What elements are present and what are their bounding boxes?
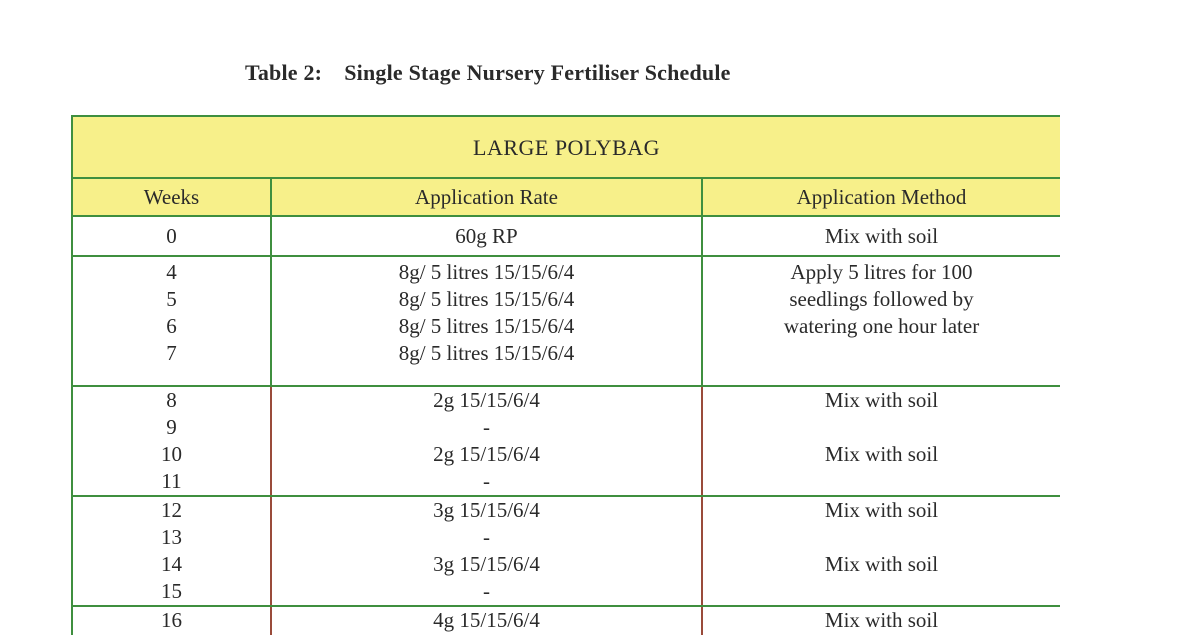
rate-cell (271, 216, 702, 256)
weeks-cell (72, 256, 271, 386)
weeks-cell (72, 216, 271, 256)
rate-value: 8g/ 5 litres 15/15/6/4 (398, 314, 575, 338)
rate-value: 8g/ 5 litres 15/15/6/4 (398, 287, 575, 311)
rate-value: 2g 15/15/6/4 (433, 442, 540, 466)
rate-value: 3g 15/15/6/4 (433, 552, 540, 576)
column-header-rate: Application Rate (271, 178, 702, 216)
method-cell (702, 496, 1060, 606)
weeks-cell (72, 606, 271, 635)
rate-value: 4g 15/15/6/4 (433, 608, 540, 632)
method-cell (702, 256, 1060, 386)
weeks-value: 6 (166, 314, 177, 338)
method-value: Mix with soil (824, 388, 939, 412)
table-banner-row (72, 116, 1060, 178)
table-row (72, 216, 1060, 256)
weeks-value: 0 (166, 223, 177, 248)
rate-cell (271, 256, 702, 386)
weeks-value: 8 (166, 388, 177, 412)
weeks-value: 9 (166, 415, 177, 439)
fertiliser-schedule-table (71, 115, 1060, 635)
method-value: Mix with soil (824, 498, 939, 522)
weeks-value: 14 (161, 552, 182, 576)
table-title (245, 60, 731, 86)
table-number: Table 2: (245, 60, 323, 85)
column-header-method: Application Method (702, 178, 1060, 216)
rate-cell (271, 606, 702, 635)
rate-value: - (483, 415, 490, 439)
method-cell (702, 216, 1060, 256)
rate-value: 8g/ 5 litres 15/15/6/4 (398, 260, 575, 284)
weeks-value: 11 (161, 469, 182, 493)
method-value: Mix with soil (824, 552, 939, 576)
method-cell (702, 386, 1060, 496)
weeks-value: 16 (161, 608, 182, 632)
rate-value: - (483, 525, 490, 549)
weeks-cell (72, 496, 271, 606)
table-banner: LARGE POLYBAG (72, 116, 1060, 178)
table-header-row (72, 178, 1060, 216)
weeks-value: 5 (166, 287, 177, 311)
method-spacer (703, 414, 1060, 441)
weeks-value: 10 (161, 442, 182, 466)
rate-cell (271, 496, 702, 606)
method-cell (702, 606, 1060, 635)
weeks-cell (72, 386, 271, 496)
weeks-value: 4 (166, 260, 177, 284)
column-header-weeks: Weeks (72, 178, 271, 216)
rate-value: - (483, 579, 490, 603)
method-value: seedlings followed by (789, 287, 974, 311)
method-value: Apply 5 litres for 100 (790, 260, 973, 284)
weeks-value: 13 (161, 525, 182, 549)
method-value: watering one hour later (783, 314, 980, 338)
rate-value: 2g 15/15/6/4 (433, 388, 540, 412)
weeks-value: 12 (161, 498, 182, 522)
rate-cell (271, 386, 702, 496)
table-row (72, 606, 1060, 635)
table-row (72, 496, 1060, 606)
table-caption: Single Stage Nursery Fertiliser Schedule (344, 60, 731, 85)
table-row (72, 256, 1060, 386)
method-value: Mix with soil (824, 442, 939, 466)
table-row (72, 386, 1060, 496)
weeks-value: 15 (161, 579, 182, 603)
rate-value: 8g/ 5 litres 15/15/6/4 (398, 341, 575, 365)
rate-value: 60g RP (455, 223, 518, 248)
rate-value: - (483, 469, 490, 493)
method-value: Mix with soil (824, 223, 939, 248)
method-value: Mix with soil (824, 608, 939, 632)
rate-value: 3g 15/15/6/4 (433, 498, 540, 522)
method-spacer (703, 524, 1060, 551)
weeks-value: 7 (166, 341, 177, 365)
